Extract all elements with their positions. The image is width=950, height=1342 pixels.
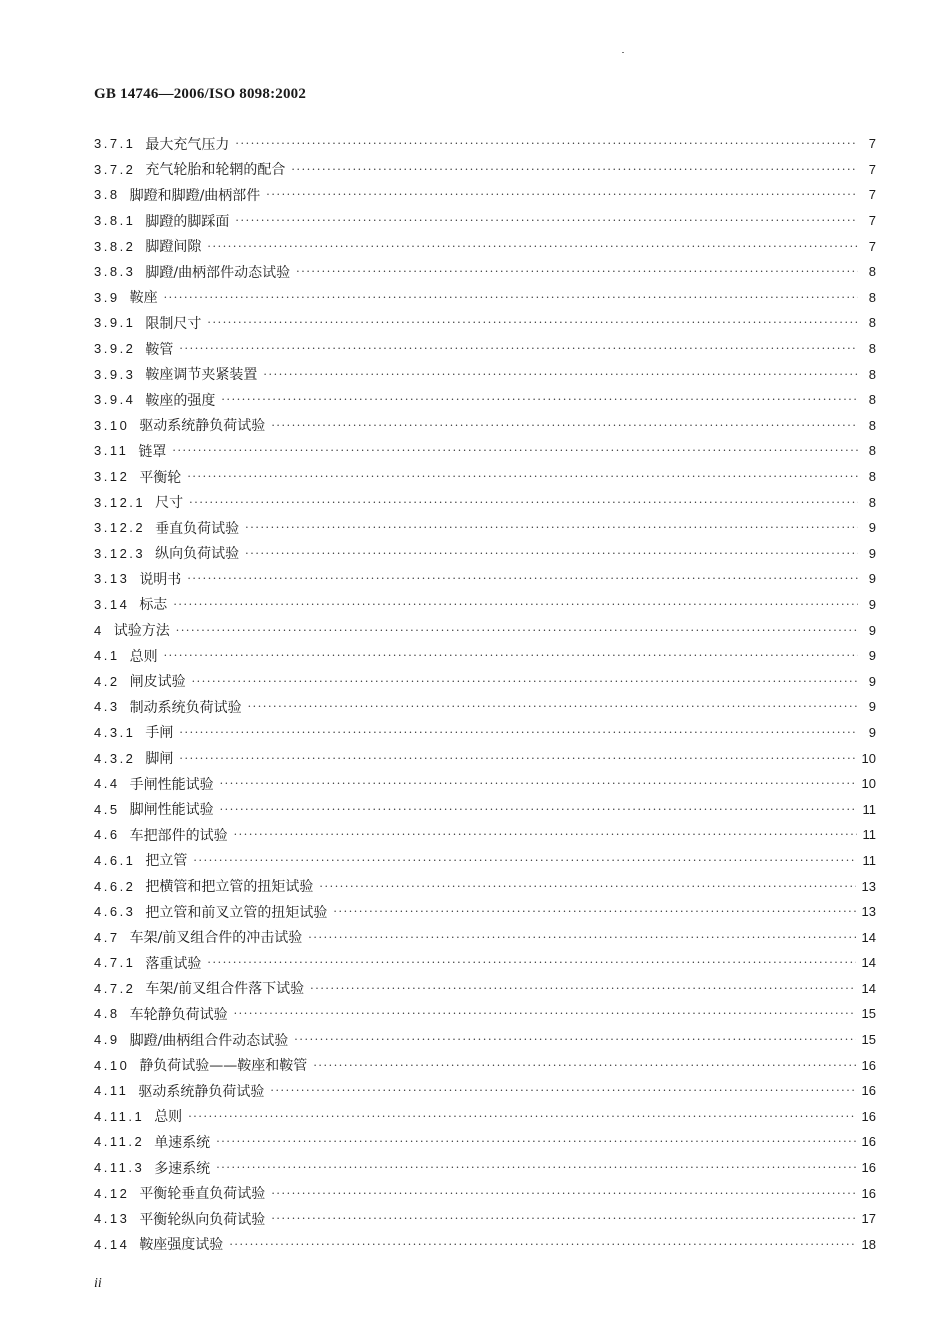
toc-leader-dots [220,803,857,816]
toc-entry [94,848,876,874]
toc-leader-dots [271,1212,855,1225]
toc-leader-dots [266,188,858,201]
toc-entry [94,310,876,336]
toc-entry-number: 3.10 [94,417,130,433]
toc-entry-title: 纵向负荷试验 [155,546,240,563]
toc-entry [94,1206,876,1232]
toc-entry-title: 车把部件的试验 [129,827,228,844]
toc-leader-dots [235,137,858,150]
toc-entry [94,489,876,515]
toc-entry [94,259,876,285]
scan-speck [622,52,624,53]
toc-entry [94,745,876,771]
toc-entry-title: 链罩 [138,443,167,460]
toc-leader-dots [333,905,855,918]
toc-leader-dots [207,240,858,253]
toc-leader-dots [179,726,858,739]
toc-entry-title: 鞍座 [129,290,158,307]
toc-leader-dots [188,1110,855,1123]
toc-entry-number: 3.12.1 [94,494,146,510]
toc-entry-page: 9 [868,724,876,740]
toc-entry-page: 9 [868,520,876,536]
toc-entry-title: 平衡轮垂直负荷试验 [139,1186,266,1203]
toc-leader-dots [179,752,855,765]
toc-entry-title: 平衡轮纵向负荷试验 [139,1211,266,1228]
toc-leader-dots [187,470,858,483]
toc-leader-dots [248,700,858,713]
toc-entry-title: 把横管和把立管的扭矩试验 [145,879,314,896]
toc-entry-page: 15 [861,1006,876,1022]
toc-entry-page: 9 [868,596,876,612]
toc-entry [94,873,876,899]
toc-entry-title: 试验方法 [113,623,170,640]
toc-leader-dots [216,1135,855,1148]
toc-entry [94,182,876,208]
toc-entry-number: 4.6 [94,827,120,843]
toc-entry-number: 3.8.1 [94,213,136,229]
toc-entry-number: 3.11 [94,443,129,459]
toc-entry [94,387,876,413]
toc-entry-number: 4.3.1 [94,724,136,740]
toc-leader-dots [189,496,858,509]
toc-entry-title: 把立管 [145,853,188,870]
toc-entry-number: 4.4 [94,776,120,792]
toc-entry-title: 把立管和前叉立管的扭矩试验 [145,904,328,921]
toc-leader-dots [220,777,856,790]
toc-entry-number: 4.6.1 [94,852,136,868]
toc-entry-number: 3.13 [94,571,130,587]
toc-entry-page: 9 [868,545,876,561]
toc-entry [94,1129,876,1155]
toc-entry [94,796,876,822]
toc-entry-page: 16 [861,1108,876,1124]
toc-entry-number: 3.9.1 [94,315,136,331]
toc-entry [94,285,876,311]
toc-entry [94,668,876,694]
toc-leader-dots [187,572,858,585]
toc-leader-dots [207,316,858,329]
toc-entry-number: 3.9.4 [94,392,136,408]
toc-entry-page: 7 [868,136,876,152]
toc-entry-title: 手闸 [145,725,174,742]
toc-entry-title: 脚蹬的脚踩面 [145,213,230,230]
toc-entry-number: 3.8.3 [94,264,136,280]
toc-entry-page: 11 [862,827,876,843]
toc-entry-page: 8 [868,315,876,331]
toc-entry-number: 4.11.2 [94,1134,145,1150]
toc-entry-title: 标志 [139,597,168,614]
toc-entry-page: 11 [862,852,876,868]
toc-entry-page: 8 [868,417,876,433]
toc-entry-title: 限制尺寸 [145,315,202,332]
toc-entry-title: 脚蹬/曲柄组合件动态试验 [129,1032,289,1049]
toc-entry-title: 总则 [154,1109,183,1126]
toc-entry [94,157,876,183]
toc-leader-dots [179,342,858,355]
toc-entry [94,1078,876,1104]
toc-leader-dots [313,1059,855,1072]
toc-entry-number: 4.6.2 [94,878,136,894]
toc-entry-page: 14 [861,980,876,996]
toc-entry-title: 脚闸性能试验 [129,802,214,819]
toc-entry-title: 车架/前叉组合件落下试验 [145,981,305,998]
toc-entry-page: 16 [861,1057,876,1073]
toc-entry [94,617,876,643]
toc-entry-number: 4.7.2 [94,980,136,996]
toc-entry-page: 9 [868,699,876,715]
toc-entry [94,1104,876,1130]
toc-entry [94,1155,876,1181]
toc-entry-page: 8 [868,366,876,382]
toc-entry-page: 10 [861,750,876,766]
toc-entry [94,924,876,950]
toc-entry-title: 脚蹬/曲柄部件动态试验 [145,264,291,281]
toc-entry [94,361,876,387]
toc-entry-page: 7 [868,213,876,229]
toc-entry-page: 8 [868,289,876,305]
toc-entry [94,976,876,1002]
toc-entry [94,208,876,234]
toc-entry-title: 车轮静负荷试验 [129,1006,228,1023]
toc-entry-number: 4.7 [94,929,120,945]
toc-entry [94,464,876,490]
toc-entry-number: 3.7.1 [94,136,136,152]
toc-leader-dots [319,880,855,893]
toc-entry-page: 13 [861,878,876,894]
toc-entry [94,771,876,797]
toc-entry-page: 9 [868,571,876,587]
toc-leader-dots [271,419,858,432]
toc-entry-number: 4.6.3 [94,904,136,920]
toc-leader-dots [207,956,855,969]
toc-entry-number: 4.9 [94,1032,120,1048]
toc-entry-page: 15 [861,1032,876,1048]
toc-entry-number: 3.12 [94,469,130,485]
toc-entry-number: 4.10 [94,1057,130,1073]
toc-leader-dots [245,547,858,560]
toc-entry-number: 4.3.2 [94,750,136,766]
toc-entry-title: 驱动系统静负荷试验 [139,418,266,435]
toc-entry-page: 14 [861,955,876,971]
toc-entry-page: 16 [861,1160,876,1176]
toc-entry-title: 鞍管 [145,341,174,358]
toc-entry [94,592,876,618]
toc-entry-title: 充气轮胎和轮辋的配合 [145,162,286,179]
toc-entry [94,899,876,925]
toc-entry-number: 3.7.2 [94,161,136,177]
toc-entry-page: 7 [868,187,876,203]
toc-entry [94,131,876,157]
toc-entry-number: 4.3 [94,699,120,715]
toc-leader-dots [221,393,858,406]
toc-entry-page: 7 [868,161,876,177]
toc-entry-title: 尺寸 [155,495,184,512]
toc-entry [94,1027,876,1053]
toc-entry-page: 8 [868,264,876,280]
toc-entry-title: 落重试验 [145,955,202,972]
toc-entry-title: 手闸性能试验 [129,776,214,793]
toc-entry-number: 4.5 [94,801,120,817]
toc-entry-title: 闸皮试验 [129,674,186,691]
toc-leader-dots [176,624,858,637]
toc-entry-page: 8 [868,443,876,459]
toc-entry [94,1001,876,1027]
toc-entry-title: 最大充气压力 [145,136,230,153]
toc-entry-number: 4.2 [94,673,120,689]
toc-entry-number: 4.13 [94,1211,130,1227]
toc-entry-page: 8 [868,469,876,485]
toc-entry-page: 7 [868,238,876,254]
toc-entry [94,1180,876,1206]
toc-entry [94,541,876,567]
toc-entry-title: 鞍座的强度 [145,392,216,409]
toc-leader-dots [271,1187,855,1200]
table-of-contents [94,131,876,1257]
toc-leader-dots [173,598,858,611]
toc-entry [94,566,876,592]
toc-entry-page: 17 [861,1211,876,1227]
toc-leader-dots [310,982,855,995]
toc-leader-dots [291,163,858,176]
toc-entry-number: 4.1 [94,648,120,664]
toc-entry-title: 驱动系统静负荷试验 [138,1083,265,1100]
toc-leader-dots [164,291,858,304]
toc-entry-page: 8 [868,392,876,408]
toc-entry-number: 4.14 [94,1236,130,1252]
toc-leader-dots [216,1161,855,1174]
toc-leader-dots [172,444,858,457]
toc-entry-number: 4.11 [94,1083,129,1099]
toc-leader-dots [234,1007,856,1020]
toc-leader-dots [245,521,858,534]
standard-header: GB 14746—2006/ISO 8098:2002 [94,86,307,102]
toc-entry [94,438,876,464]
toc-entry [94,233,876,259]
toc-entry-number: 3.9 [94,289,120,305]
toc-entry-number: 4.11.3 [94,1160,145,1176]
toc-entry-page: 18 [861,1236,876,1252]
toc-entry-page: 8 [868,494,876,510]
toc-entry-number: 4.8 [94,1006,120,1022]
toc-entry-title: 制动系统负荷试验 [129,699,242,716]
toc-entry-number: 3.8.2 [94,238,136,254]
toc-entry [94,413,876,439]
toc-entry [94,336,876,362]
toc-entry-number: 3.12.2 [94,520,146,536]
toc-entry-number: 3.8 [94,187,120,203]
toc-leader-dots [263,368,858,381]
toc-entry-number: 3.14 [94,596,130,612]
toc-leader-dots [294,1033,855,1046]
toc-leader-dots [192,675,858,688]
toc-entry-page: 10 [861,776,876,792]
toc-entry-title: 平衡轮 [139,469,182,486]
toc-entry [94,643,876,669]
toc-entry-title: 说明书 [139,571,182,588]
toc-entry [94,720,876,746]
toc-entry [94,822,876,848]
toc-entry-number: 3.9.3 [94,366,136,382]
toc-entry-number: 3.12.3 [94,545,146,561]
toc-entry-page: 13 [861,904,876,920]
toc-entry [94,515,876,541]
toc-entry-page: 9 [868,648,876,664]
toc-entry-title: 鞍座调节夹紧装置 [145,367,258,384]
toc-entry [94,1232,876,1258]
toc-entry-page: 11 [862,801,876,817]
toc-entry-title: 多速系统 [154,1160,211,1177]
toc-entry-number: 4 [94,622,104,638]
toc-entry-page: 16 [861,1185,876,1201]
toc-entry-title: 脚蹬间隙 [145,239,202,256]
toc-entry-page: 9 [868,622,876,638]
toc-entry-title: 总则 [129,648,158,665]
toc-entry-title: 鞍座强度试验 [139,1237,224,1254]
toc-entry-title: 静负荷试验——鞍座和鞍管 [139,1058,308,1075]
toc-leader-dots [193,854,856,867]
toc-leader-dots [234,828,857,841]
toc-entry [94,694,876,720]
toc-leader-dots [164,649,858,662]
toc-entry-title: 车架/前叉组合件的冲击试验 [129,930,303,947]
page-number-footer: ii [94,1276,102,1291]
toc-leader-dots [235,214,858,227]
toc-entry-page: 16 [861,1134,876,1150]
toc-entry [94,950,876,976]
toc-entry-page: 14 [861,929,876,945]
toc-entry-page: 9 [868,673,876,689]
toc-entry-number: 4.7.1 [94,955,136,971]
toc-entry-number: 3.9.2 [94,341,136,357]
toc-leader-dots [308,931,855,944]
toc-entry-number: 4.11.1 [94,1108,145,1124]
toc-leader-dots [296,265,858,278]
toc-entry-title: 脚闸 [145,751,174,768]
toc-entry-number: 4.12 [94,1185,130,1201]
toc-entry-title: 单速系统 [154,1134,211,1151]
toc-leader-dots [229,1238,855,1251]
toc-entry-page: 8 [868,341,876,357]
toc-entry-title: 垂直负荷试验 [155,520,240,537]
toc-leader-dots [270,1084,855,1097]
toc-entry-title: 脚蹬和脚蹬/曲柄部件 [129,187,261,204]
toc-entry-page: 16 [861,1083,876,1099]
toc-entry [94,1052,876,1078]
